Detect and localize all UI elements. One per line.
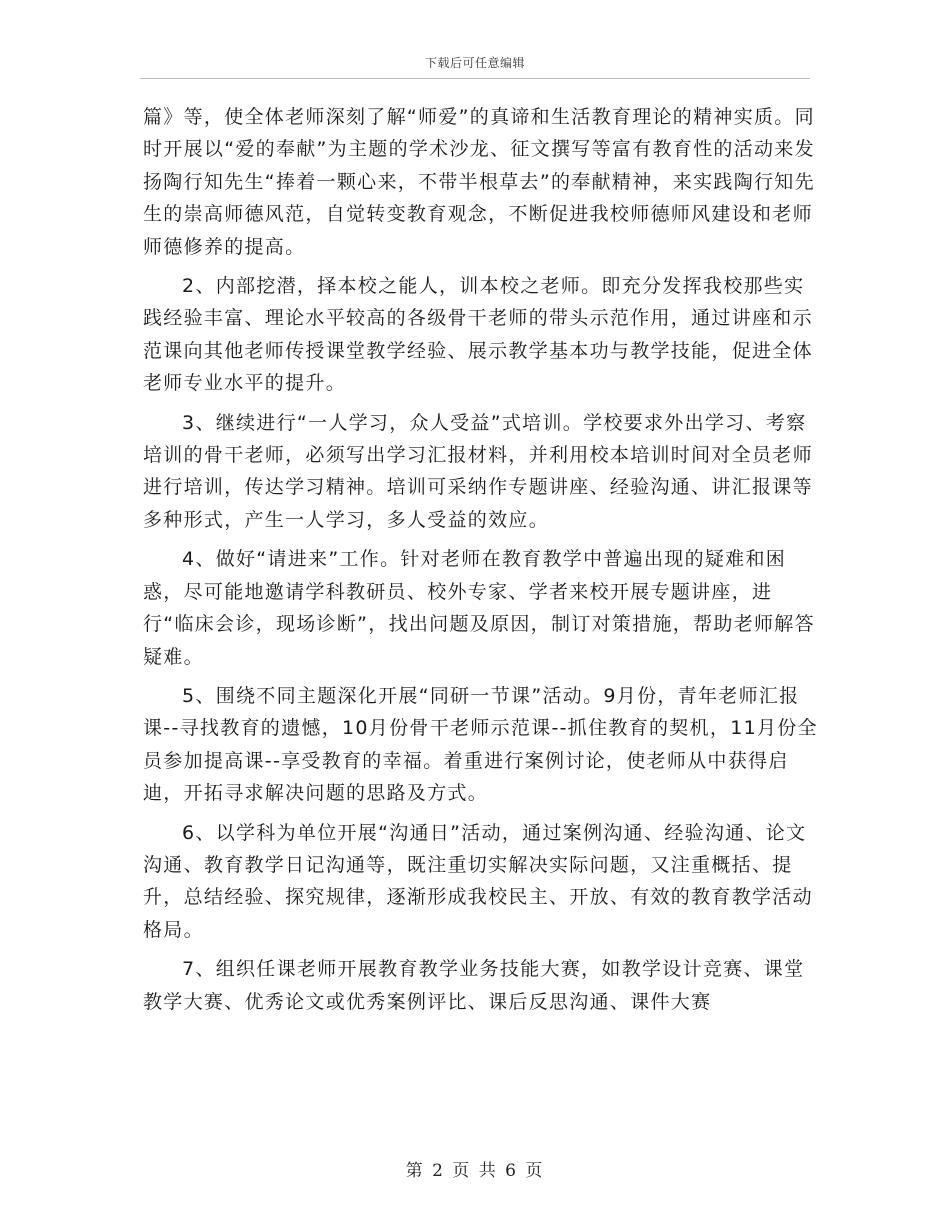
- page-header-note: 下载后可任意编辑: [424, 56, 525, 70]
- header-divider: [140, 78, 810, 79]
- paragraph-1: 篇》等，使全体老师深刻了解“师爱”的真谛和生活教育理论的精神实质。同时开展以“爱的奉献”为主题的学术沙龙、征文撰写等富有教育性的活动来发扬陶行知先生“捧着一颗心来，不带半根草去”的奉献精神，来实践陶行知先生的崇高师德风范，自觉转变教育观念，不断促进我校师德师风建设和老师师德修养的提高。: [143, 106, 815, 258]
- document-body: [143, 101, 823, 1025]
- paragraph-4: 4、做好“请进来”工作。针对老师在教育教学中普遍出现的疑难和困惑，尽可能地邀请学科教研员、校外专家、学者来校开展专题讲座，进行“临床会诊，现场诊断”，找出问题及原因，制订对策措施，帮助老师解答疑难。: [143, 548, 815, 668]
- paragraph-7: 7、组织任课老师开展教育教学业务技能大赛，如教学设计竞赛、课堂教学大赛、优秀论文或优秀案例评比、课后反思沟通、课件大赛: [143, 958, 805, 1013]
- paragraph-2: 2、内部挖潜，择本校之能人，训本校之老师。即充分发挥我校那些实践经验丰富、理论水平较高的各级骨干老师的带头示范作用，通过讲座和示范课向其他老师传授课堂教学经验、展示教学基本功与教学技能，促进全体老师专业水平的提升。: [143, 275, 813, 395]
- paragraph-6: 6、以学科为单位开展“沟通日”活动，通过案例沟通、经验沟通、论文沟通、教育教学日记沟通等，既注重切实解决实际问题，又注重概括、提升，总结经验、探究规律，逐渐形成我校民主、开放、有效的教育教学活动格局。: [143, 821, 813, 941]
- paragraph-3: 3、继续进行“一人学习，众人受益”式培训。学校要求外出学习、考察培训的骨干老师，必须写出学习汇报材料，并利用校本培训时间对全员老师进行培训，传达学习精神。培训可采纳作专题讲座、经验沟通、讲汇报课等多种形式，产生一人学习，多人受益的效应。: [143, 411, 813, 531]
- page-number: 第 2 页 共 6 页: [405, 1161, 545, 1181]
- paragraph-5: 5、围绕不同主题深化开展“同研一节课”活动。9月份，青年老师汇报课--寻找教育的遗憾，10月份骨干老师示范课--抓住教育的契机，11月份全员参加提高课--享受教育的幸福。着重进行案例讨论，使老师从中获得启迪，开拓寻求解决问题的思路及方式。: [143, 684, 818, 805]
